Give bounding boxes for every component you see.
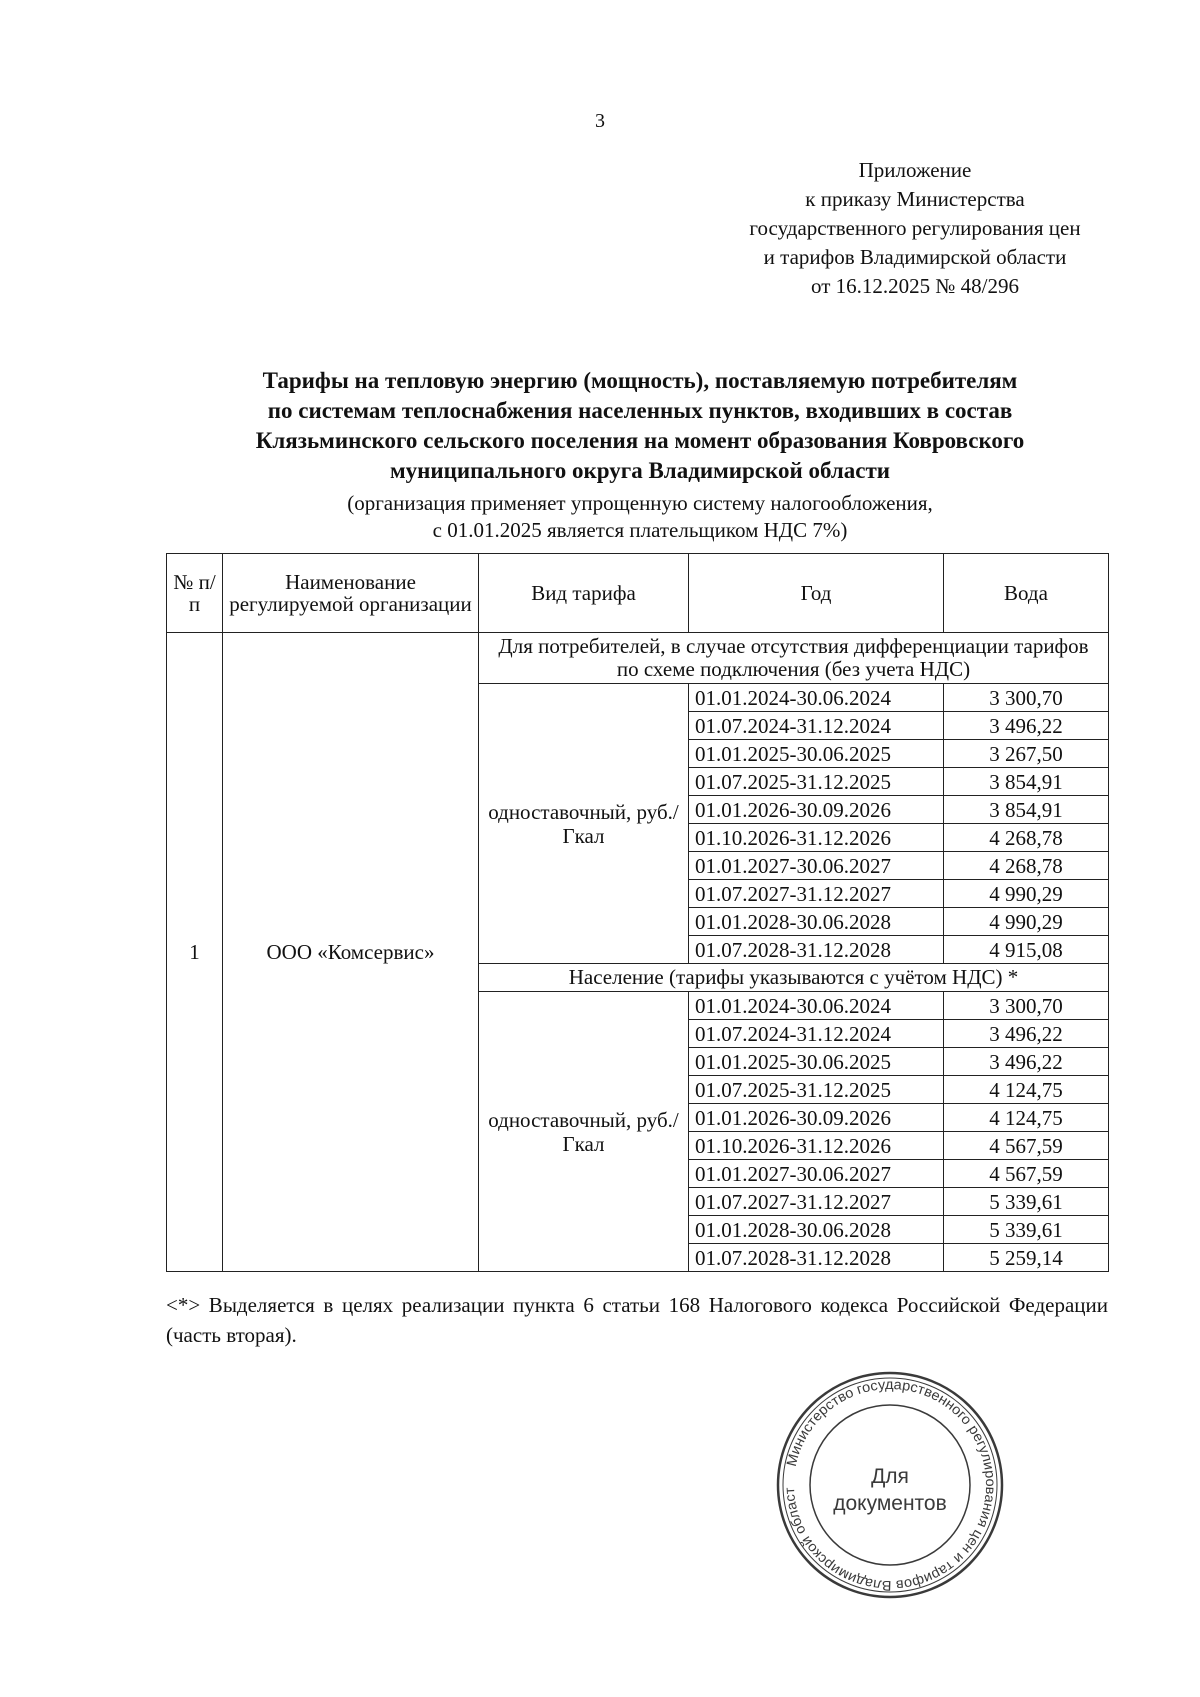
official-stamp: [770, 1365, 1010, 1605]
water-value-cell: 4 567,59: [944, 1132, 1109, 1160]
footnote: <*> Выделяется в целях реализации пункта 6 статьи 168 Налогового кодекса Российской Федерации (часть вторая).: [166, 1293, 1108, 1347]
period-cell: 01.07.2028-31.12.2028: [689, 936, 944, 964]
period-cell: 01.01.2024-30.06.2024: [689, 992, 944, 1020]
appendix-line: Приложение: [858, 158, 972, 182]
page-number: 3: [595, 110, 605, 132]
row-number: 1: [167, 633, 223, 1272]
section-heading-row: [167, 633, 1109, 684]
tariff-table-body: [167, 633, 1109, 1272]
appendix-block: [700, 156, 1130, 301]
stamp-seal: [770, 1365, 1010, 1605]
stamp-center-line: документов: [833, 1492, 947, 1515]
period-cell: 01.07.2028-31.12.2028: [689, 1244, 944, 1272]
period-cell: 01.01.2027-30.06.2027: [689, 852, 944, 880]
water-value-cell: 4 268,78: [944, 852, 1109, 880]
title-line: Тарифы на тепловую энергию (мощность), поставляемую потребителям: [262, 368, 1018, 393]
header-num: № п/п: [167, 554, 223, 633]
water-value-cell: 5 259,14: [944, 1244, 1109, 1272]
tariff-type: одноставочный, руб./Гкал: [479, 992, 689, 1272]
stamp-ring-text: Министерство государственного регулирования цен и тарифов Владимирской област: [781, 1375, 1000, 1595]
period-cell: 01.01.2025-30.06.2025: [689, 1048, 944, 1076]
water-value-cell: 5 339,61: [944, 1188, 1109, 1216]
period-cell: 01.01.2025-30.06.2025: [689, 740, 944, 768]
period-cell: 01.07.2025-31.12.2025: [689, 768, 944, 796]
document-title: [160, 366, 1120, 486]
water-value-cell: 3 854,91: [944, 796, 1109, 824]
period-cell: 01.01.2026-30.09.2026: [689, 796, 944, 824]
tariff-table: [166, 553, 1109, 1272]
appendix-line: государственного регулирования цен: [749, 216, 1081, 240]
water-value-cell: 3 854,91: [944, 768, 1109, 796]
water-value-cell: 3 300,70: [944, 684, 1109, 712]
header-year: Год: [689, 554, 944, 633]
document-subtitle: [200, 490, 1080, 544]
appendix-line: и тарифов Владимирской области: [763, 245, 1067, 269]
section-heading: Население (тарифы указываются с учётом НДС) *: [479, 964, 1109, 992]
period-cell: 01.07.2027-31.12.2027: [689, 880, 944, 908]
subtitle-line: с 01.01.2025 является плательщиком НДС 7%): [432, 518, 848, 542]
appendix-line: к приказу Министерства: [805, 187, 1025, 211]
period-cell: 01.01.2024-30.06.2024: [689, 684, 944, 712]
water-value-cell: 3 300,70: [944, 992, 1109, 1020]
water-value-cell: 4 124,75: [944, 1076, 1109, 1104]
water-value-cell: 3 496,22: [944, 1048, 1109, 1076]
water-value-cell: 3 496,22: [944, 712, 1109, 740]
period-cell: 01.07.2025-31.12.2025: [689, 1076, 944, 1104]
period-cell: 01.07.2027-31.12.2027: [689, 1188, 944, 1216]
stamp-center-line: Для: [871, 1465, 909, 1488]
subtitle-line: (организация применяет упрощенную систему налогообложения,: [347, 491, 933, 515]
water-value-cell: 4 990,29: [944, 908, 1109, 936]
period-cell: 01.10.2026-31.12.2026: [689, 824, 944, 852]
water-value-cell: 4 124,75: [944, 1104, 1109, 1132]
period-cell: 01.01.2028-30.06.2028: [689, 908, 944, 936]
water-value-cell: 4 915,08: [944, 936, 1109, 964]
water-value-cell: 4 268,78: [944, 824, 1109, 852]
water-value-cell: 4 990,29: [944, 880, 1109, 908]
period-cell: 01.07.2024-31.12.2024: [689, 1020, 944, 1048]
period-cell: 01.10.2026-31.12.2026: [689, 1132, 944, 1160]
water-value-cell: 5 339,61: [944, 1216, 1109, 1244]
table-header-row: [167, 554, 1109, 633]
period-cell: 01.01.2027-30.06.2027: [689, 1160, 944, 1188]
organization-name: ООО «Комсервис»: [223, 633, 479, 1272]
period-cell: 01.01.2026-30.09.2026: [689, 1104, 944, 1132]
water-value-cell: 4 567,59: [944, 1160, 1109, 1188]
header-water: Вода: [944, 554, 1109, 633]
period-cell: 01.01.2028-30.06.2028: [689, 1216, 944, 1244]
title-line: Клязьминского сельского поселения на момент образования Ковровского: [255, 428, 1025, 453]
appendix-line: от 16.12.2025 № 48/296: [810, 274, 1020, 298]
section-heading: Для потребителей, в случае отсутствия дифференциации тарифов по схеме подключения (без учета НДС): [479, 633, 1109, 684]
title-line: по системам теплоснабжения населенных пунктов, входивших в состав: [267, 398, 1013, 423]
header-organization: Наименование регулируемой организации: [223, 554, 479, 633]
water-value-cell: 3 496,22: [944, 1020, 1109, 1048]
title-line: муниципального округа Владимирской области: [389, 458, 891, 483]
header-tariff-type: Вид тарифа: [479, 554, 689, 633]
tariff-type: одноставочный, руб./Гкал: [479, 684, 689, 964]
water-value-cell: 3 267,50: [944, 740, 1109, 768]
period-cell: 01.07.2024-31.12.2024: [689, 712, 944, 740]
